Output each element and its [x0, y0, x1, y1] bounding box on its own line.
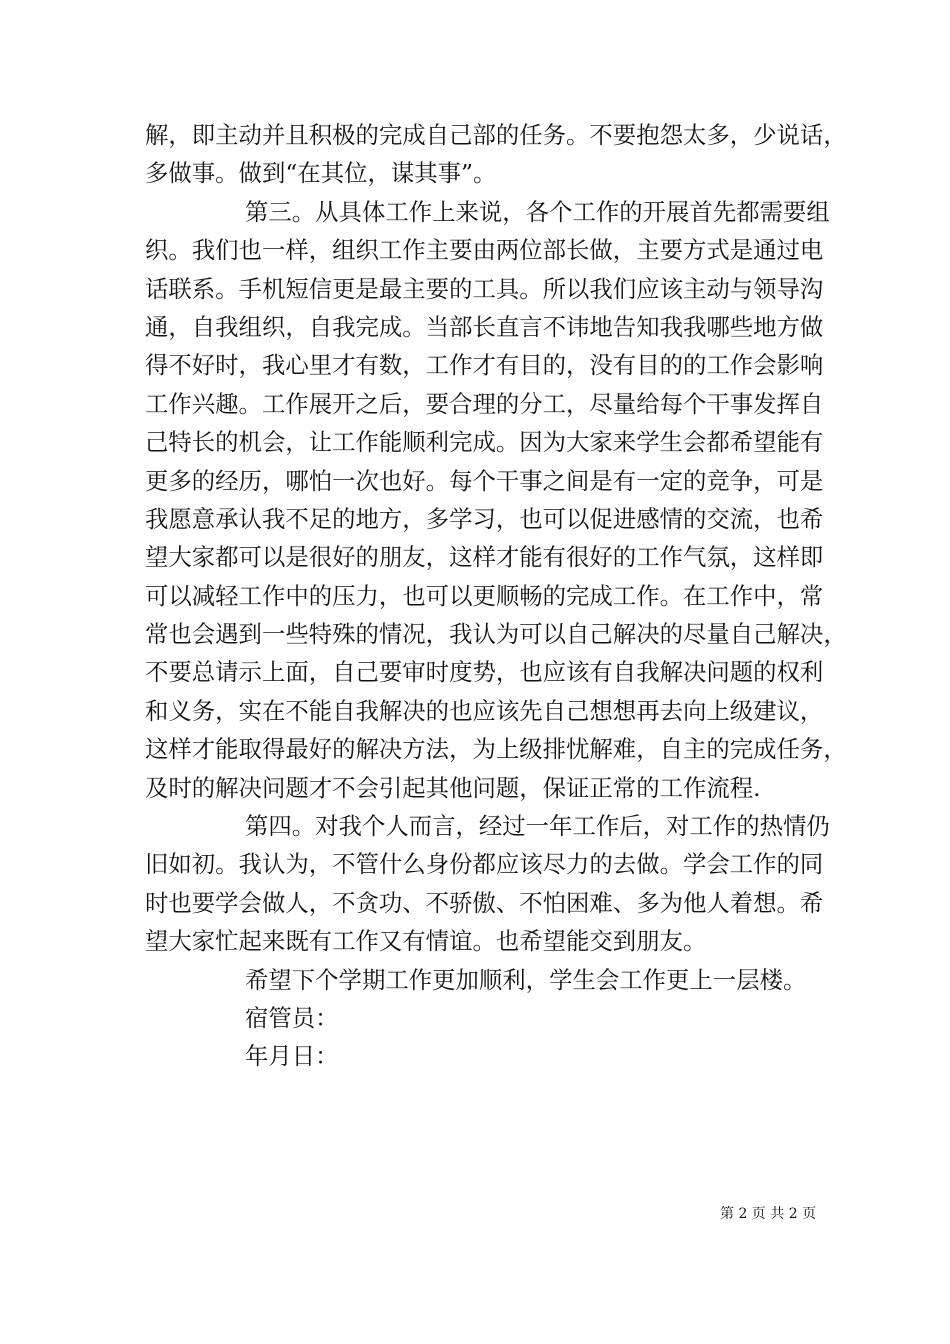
page-number-footer: 第 2 页 共 2 页 — [720, 1206, 817, 1222]
text-line: 望大家都可以是很好的朋友，这样才能有很好的工作气氛，这样即 — [145, 543, 824, 572]
paragraph-start-line: 第三。从具体工作上来说，各个工作的开展首先都需要组 — [245, 197, 830, 226]
signature-label: 宿管员： — [245, 1003, 339, 1032]
text-line: 解，即主动并且积极的完成自己部的任务。不要抱怨太多，少说话， — [145, 121, 847, 149]
text-line: 我愿意承认我不足的地方，多学习，也可以促进感情的交流，也希 — [145, 504, 824, 533]
text-line: 时也要学会做人，不贪功、不骄傲、不怕困难、多为他人着想。希 — [145, 888, 824, 917]
text-line: 工作兴趣。工作展开之后，要合理的分工，尽量给每个干事发挥自 — [145, 389, 824, 418]
text-line: 得不好时，我心里才有数，工作才有目的，没有目的的工作会影响 — [145, 351, 824, 380]
text-line: 旧如初。我认为，不管什么身份都应该尽力的去做。学会工作的同 — [145, 850, 824, 879]
text-line: 多做事。做到“在其位，谋其事”。 — [145, 159, 497, 188]
date-label: 年月日： — [245, 1042, 339, 1071]
text-line: 织。我们也一样，组织工作主要由两位部长做，主要方式是通过电 — [145, 236, 824, 265]
closing-wish-line: 希望下个学期工作更加顺利，学生会工作更上一层楼。 — [245, 965, 807, 994]
text-line: 不要总请示上面，自己要审时度势，也应该有自我解决问题的权利 — [145, 658, 824, 687]
text-line: 和义务，实在不能自我解决的也应该先自己想想再去向上级建议， — [145, 696, 824, 725]
text-line: 话联系。手机短信更是最主要的工具。所以我们应该主动与领导沟 — [145, 274, 824, 303]
text-line: 及时的解决问题才不会引起其他问题，保证正常的工作流程. — [145, 773, 761, 802]
text-line: 更多的经历，哪怕一次也好。每个干事之间是有一定的竞争，可是 — [145, 466, 824, 495]
document-body — [145, 116, 847, 1076]
text-line: 常也会遇到一些特殊的情况，我认为可以自己解决的尽量自己解决， — [145, 620, 847, 649]
text-line: 可以减轻工作中的压力，也可以更顺畅的完成工作。在工作中，常 — [145, 581, 824, 610]
text-line: 己特长的机会，让工作能顺利完成。因为大家来学生会都希望能有 — [145, 428, 824, 457]
text-line: 这样才能取得最好的解决方法，为上级排忧解难，自主的完成任务， — [145, 735, 847, 764]
text-line: 通，自我组织，自我完成。当部长直言不讳地告知我我哪些地方做 — [145, 312, 824, 341]
paragraph-start-line: 第四。对我个人而言，经过一年工作后，对工作的热情仍 — [245, 812, 830, 841]
text-line: 望大家忙起来既有工作又有情谊。也希望能交到朋友。 — [145, 927, 707, 956]
